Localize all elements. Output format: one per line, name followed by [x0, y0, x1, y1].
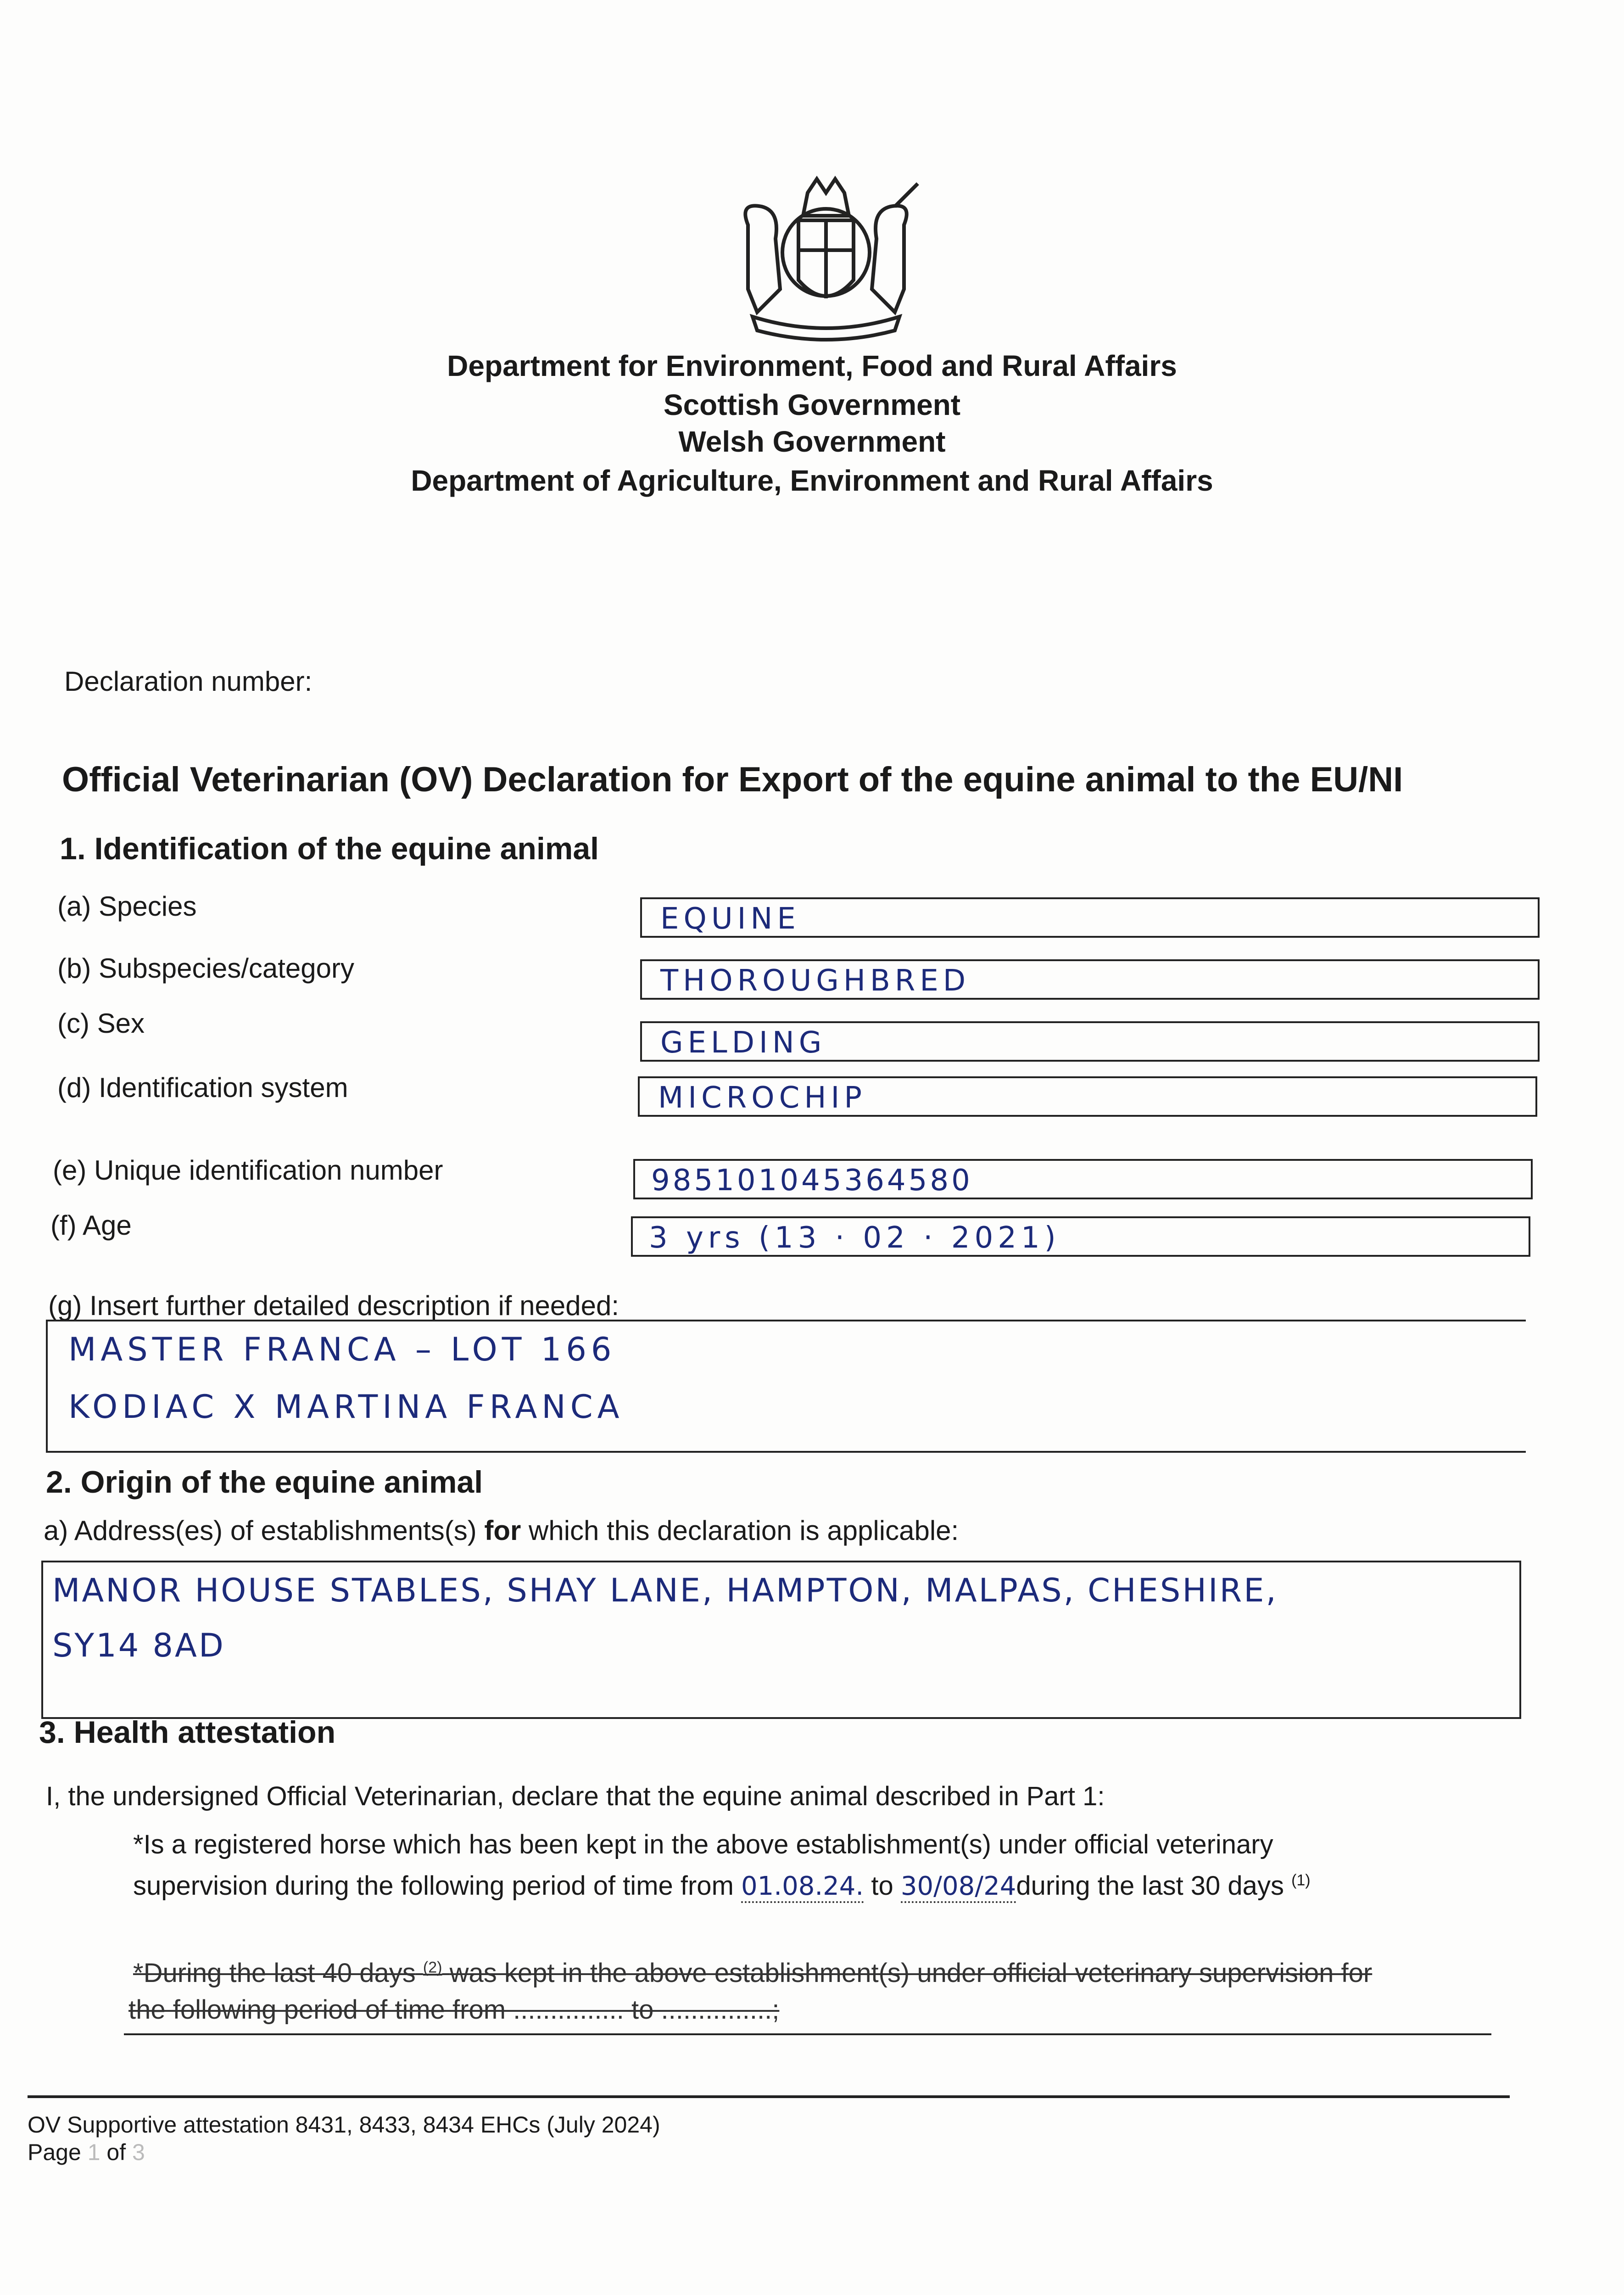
section1-heading: 1. Identification of the equine animal	[60, 831, 599, 866]
further-description-field[interactable]	[46, 1320, 1526, 1453]
para2-underline	[124, 2033, 1491, 2035]
footer-divider	[28, 2095, 1510, 2098]
attestation-para1-line1: *Is a registered horse which has been kept in the above establishment(s) under official veterinary	[133, 1830, 1273, 1859]
attestation-para2-line2: the following period of time from ............... to ...............;	[128, 1995, 780, 2025]
uid-value: 985101045364580	[651, 1164, 973, 1198]
department-line-2: Scottish Government	[663, 388, 961, 421]
further-description-label: (g) Insert further detailed description if needed:	[48, 1290, 619, 1321]
address-label-part-1: a) Address(es) of establishments(s)	[44, 1515, 485, 1546]
footnote-2-marker: (2)	[423, 1959, 442, 1976]
species-label: (a) Species	[57, 891, 197, 922]
department-line-3: Welsh Government	[678, 425, 946, 458]
sex-label: (c) Sex	[57, 1008, 145, 1039]
attestation-intro: I, the undersigned Official Veterinarian, declare that the equine animal described in Part 1:	[46, 1781, 1105, 1811]
attestation-para2-line1	[133, 1958, 1372, 1988]
page-total: 3	[132, 2139, 145, 2165]
period-to-word: to	[871, 1871, 893, 1901]
species-field[interactable]	[640, 897, 1540, 938]
page-title: Official Veterinarian (OV) Declaration for Export of the equine animal to the EU/NI	[62, 760, 1403, 799]
footer-page-number	[28, 2139, 145, 2166]
para2-text-end: was kept in the above establishment(s) under official veterinary supervision for	[449, 1958, 1373, 1988]
address-label-bold: for	[484, 1515, 521, 1546]
age-field[interactable]	[631, 1216, 1530, 1257]
section2-heading: 2. Origin of the equine animal	[46, 1465, 483, 1500]
age-value: 3 yrs (13 · 02 · 2021)	[649, 1221, 1060, 1255]
further-description-line-1: MASTER FRANCA – LOT 166	[68, 1331, 616, 1368]
address-label-part-2: which this declaration is applicable:	[521, 1515, 959, 1546]
period-suffix: during the last 30 days	[1016, 1871, 1284, 1901]
para2-text-start: *During the last 40 days	[133, 1958, 416, 1988]
department-line-1: Department for Environment, Food and Rural Affairs	[447, 349, 1177, 382]
id-system-label: (d) Identification system	[57, 1072, 348, 1103]
period-text: supervision during the following period of time from	[133, 1871, 734, 1901]
subspecies-field[interactable]	[640, 959, 1540, 1000]
of-word: of	[106, 2139, 126, 2165]
declaration-number-label: Declaration number:	[64, 666, 313, 697]
uid-label: (e) Unique identification number	[53, 1155, 443, 1186]
period-to-value[interactable]: 30/08/24	[901, 1871, 1016, 1903]
uid-field[interactable]	[633, 1159, 1533, 1199]
royal-coat-of-arms-logo	[711, 174, 941, 349]
period-from-value[interactable]: 01.08.24.	[741, 1871, 864, 1903]
address-line-1: MANOR HOUSE STABLES, SHAY LANE, HAMPTON, MALPAS, CHESHIRE,	[52, 1572, 1278, 1609]
id-system-value: MICROCHIP	[658, 1081, 866, 1115]
address-field[interactable]	[41, 1561, 1521, 1719]
sex-value: GELDING	[660, 1026, 826, 1060]
address-label	[44, 1515, 959, 1546]
further-description-line-2: KODIAC X MARTINA FRANCA	[68, 1388, 624, 1426]
department-line-4: Department of Agriculture, Environment and Rural Affairs	[411, 464, 1213, 497]
footer-reference: OV Supportive attestation 8431, 8433, 8434 EHCs (July 2024)	[28, 2112, 660, 2138]
section3-heading: 3. Health attestation	[39, 1715, 336, 1750]
sex-field[interactable]	[640, 1021, 1540, 1062]
age-label: (f) Age	[50, 1210, 132, 1241]
species-value: EQUINE	[660, 902, 800, 936]
attestation-para1-line2	[133, 1870, 1311, 1903]
page-current: 1	[87, 2139, 100, 2165]
address-line-2: SY14 8AD	[52, 1627, 225, 1664]
subspecies-value: THOROUGHBRED	[660, 964, 971, 998]
id-system-field[interactable]	[638, 1076, 1537, 1117]
footnote-1-marker: (1)	[1291, 1871, 1311, 1889]
subspecies-label: (b) Subspecies/category	[57, 953, 354, 984]
page-word: Page	[28, 2139, 81, 2165]
